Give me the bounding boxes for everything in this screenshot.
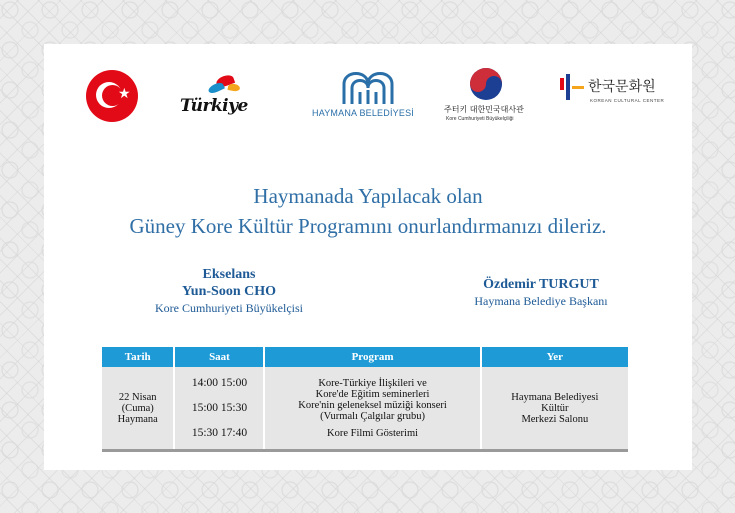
mayor-name: Özdemir TURGUT [483,277,599,292]
venue-line-3: Merkezi Salonu [521,413,589,425]
ambassador-title: Kore Cumhuriyeti Büyükelçisi [155,301,303,315]
header-tarih: Tarih [102,347,174,367]
ambassador-honorific: Ekselans [202,267,256,282]
date-cell [102,367,174,451]
date-place: Haymana [117,413,158,425]
kcc-name-en: KOREAN CULTURAL CENTER [590,98,665,103]
taegeuk-icon [470,68,502,100]
program-item-1b: Kore'de Eğitim seminerleri [315,388,430,400]
program-item-1a: Kore-Türkiye İlişkileri ve [318,377,427,389]
time-slot-2: 15:00 15:30 [191,401,248,414]
ambassador-name: Yun-Soon CHO [181,284,277,299]
time-cell [174,367,264,451]
program-item-2a: Kore'nin geleneksel müziği konseri [298,399,447,411]
embassy-name-tr: Kore Cumhuriyeti Büyükelçiliği [446,116,514,122]
table-row [102,367,628,451]
header-program: Program [264,347,480,367]
date-day: 22 Nisan [118,391,157,403]
date-weekday: (Cuma) [121,402,154,414]
headline-line-1: Haymanada Yapılacak olan [253,184,483,208]
embassy-name-ko: 주터키 대한민국대사관 [444,105,524,114]
fountain-icon [340,68,396,106]
venue-line-1: Haymana Belediyesi [511,391,599,403]
signatory-ambassador [124,266,334,316]
header-yer: Yer [481,347,628,367]
turkish-flag-icon: ★ [86,70,138,122]
belediye-name: HAYMANA BELEDİYESİ [312,108,414,118]
program-table [102,347,628,452]
signatory-mayor [456,276,626,309]
korean-embassy-logo [444,68,530,128]
program-cell [264,367,480,451]
invitation-card [44,44,692,470]
venue-cell [481,367,628,451]
turkiye-wordmark: Türkiye [180,96,248,116]
table-header-row [102,347,628,367]
haymana-belediyesi-logo [312,68,426,126]
korean-cultural-center-logo [560,74,665,124]
header-saat: Saat [174,347,264,367]
turkiye-brand-logo [180,74,266,124]
program-item-2b: (Vurmalı Çalgılar grubu) [320,410,426,422]
venue-line-2: Kültür [541,402,569,414]
headline-line-2: Güney Kore Kültür Programını onurlandırmanızı dileriz. [129,214,607,238]
time-slot-3: 15:30 17:40 [191,426,248,439]
program-item-3: Kore Filmi Gösterimi [327,427,419,439]
kcc-name-ko: 한국문화원 [588,79,656,95]
mayor-title: Haymana Belediye Başkanı [474,294,608,308]
time-slot-1: 14:00 15:00 [191,377,248,390]
